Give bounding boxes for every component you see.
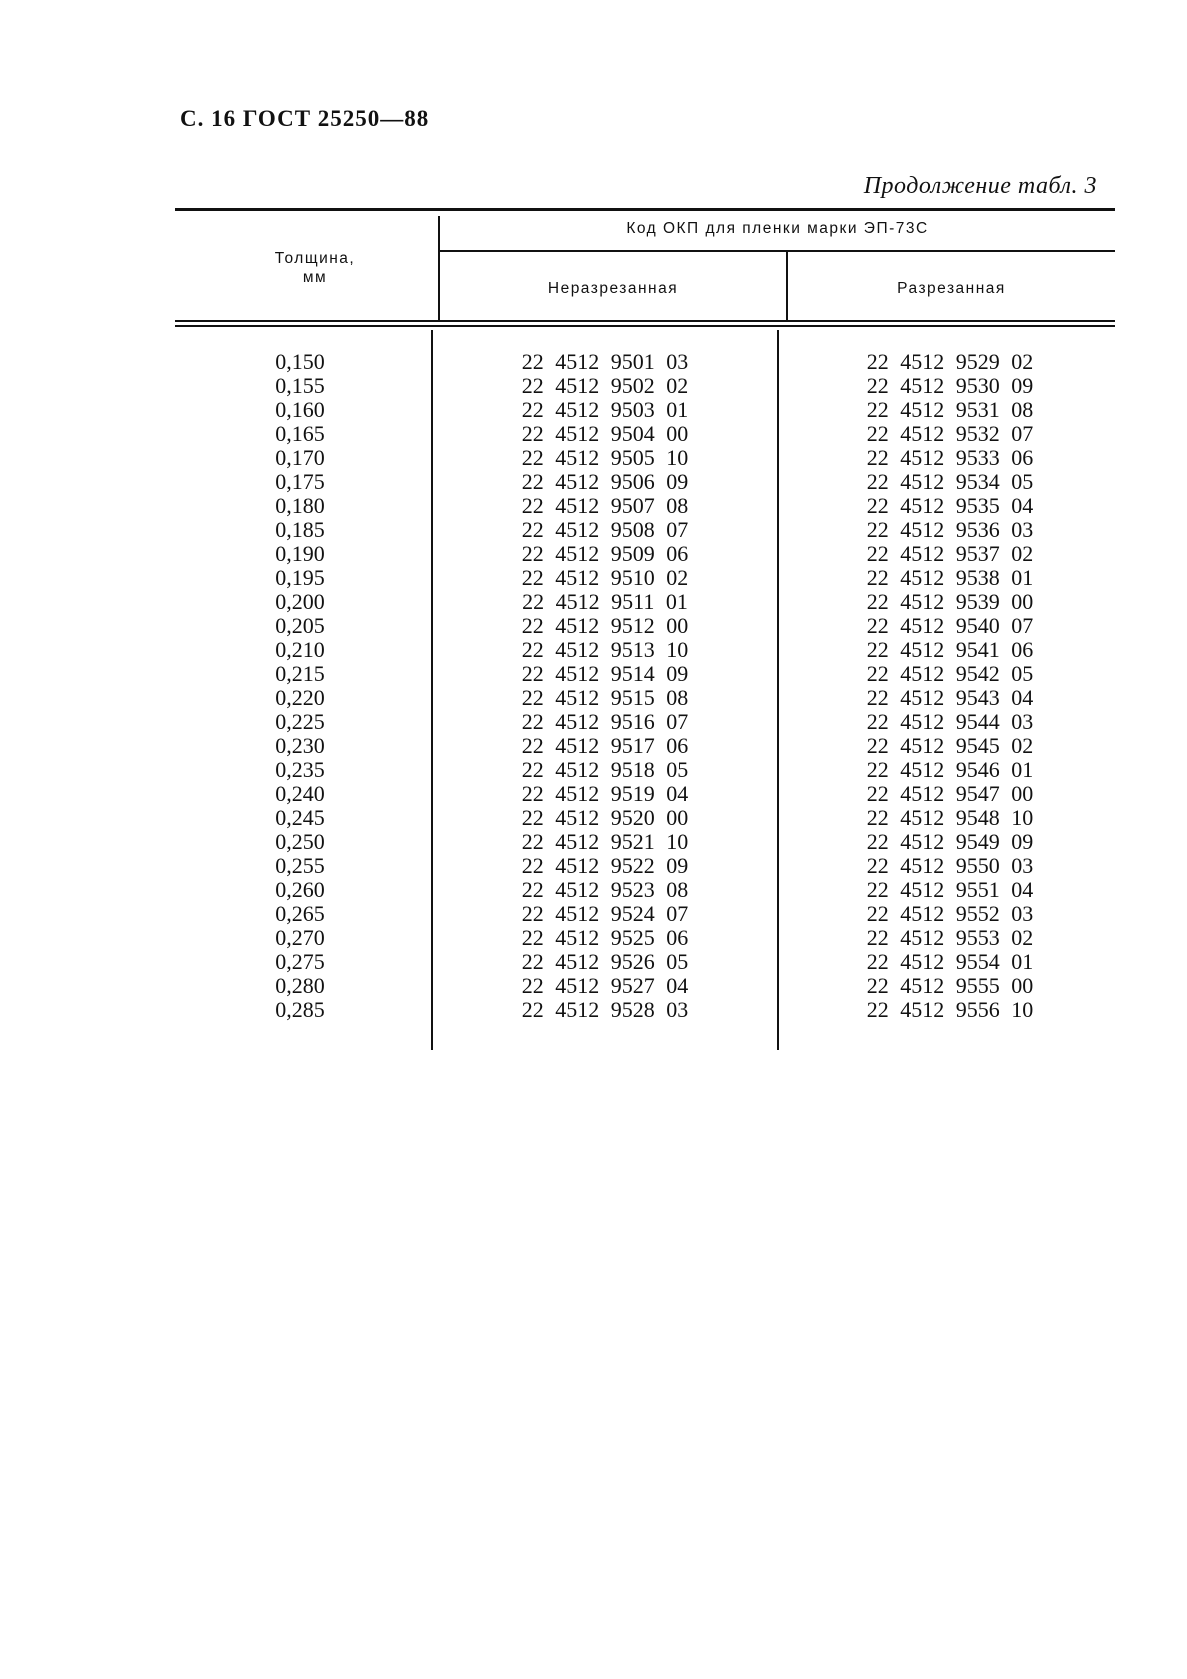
- cut-code-cell: 22 4512 9555 00: [866, 973, 1034, 998]
- cut-code-cell: 22 4512 9543 04: [866, 685, 1034, 710]
- uncut-code-cell: 22 4512 9516 07: [521, 709, 689, 734]
- cut-code-cell: 22 4512 9531 08: [866, 397, 1034, 422]
- uncut-code-cell: 22 4512 9518 05: [521, 757, 689, 782]
- cut-code-cell: 22 4512 9530 09: [866, 373, 1034, 398]
- cut-code-cell: 22 4512 9536 03: [866, 517, 1034, 542]
- thickness-cell: 0,240: [275, 781, 325, 806]
- cut-code-cell: 22 4512 9537 02: [866, 541, 1034, 566]
- uncut-code-cell: 22 4512 9515 08: [521, 685, 689, 710]
- cut-code-cell: 22 4512 9545 02: [866, 733, 1034, 758]
- uncut-code-cell: 22 4512 9523 08: [521, 877, 689, 902]
- cut-code-cell: 22 4512 9549 09: [866, 829, 1034, 854]
- uncut-code-cell: 22 4512 9526 05: [521, 949, 689, 974]
- page-header: С. 16 ГОСТ 25250—88: [180, 106, 430, 131]
- cut-code-cell: 22 4512 9544 03: [866, 709, 1034, 734]
- cut-code-cell: 22 4512 9546 01: [866, 757, 1034, 782]
- uncut-code-cell: 22 4512 9525 06: [521, 925, 689, 950]
- uncut-code-cell: 22 4512 9504 00: [521, 421, 689, 446]
- thickness-cell: 0,235: [275, 757, 325, 782]
- header-bottom-rule-2: [175, 325, 1115, 327]
- thickness-cell: 0,265: [275, 901, 325, 926]
- uncut-code-cell: 22 4512 9507 08: [521, 493, 689, 518]
- cut-code-cell: 22 4512 9548 10: [866, 805, 1034, 830]
- thickness-cell: 0,175: [275, 469, 325, 494]
- uncut-code-cell: 22 4512 9528 03: [521, 997, 689, 1022]
- thickness-cell: 0,220: [275, 685, 325, 710]
- uncut-code-cell: 22 4512 9501 03: [521, 349, 689, 374]
- uncut-code-column: [505, 350, 705, 1022]
- cut-code-cell: 22 4512 9552 03: [866, 901, 1034, 926]
- thickness-column: [250, 350, 350, 1022]
- uncut-code-cell: 22 4512 9520 00: [521, 805, 689, 830]
- table-top-rule: [175, 208, 1115, 211]
- uncut-code-cell: 22 4512 9527 04: [521, 973, 689, 998]
- header-uncut: Неразрезанная: [547, 280, 679, 297]
- cut-code-cell: 22 4512 9541 06: [866, 637, 1034, 662]
- uncut-code-cell: 22 4512 9524 07: [521, 901, 689, 926]
- cut-code-cell: 22 4512 9554 01: [866, 949, 1034, 974]
- uncut-code-cell: 22 4512 9513 10: [521, 637, 689, 662]
- thickness-cell: 0,210: [275, 637, 325, 662]
- header-cut: Разрезанная: [897, 280, 1006, 297]
- cut-code-cell: 22 4512 9550 03: [866, 853, 1034, 878]
- uncut-code-cell: 22 4512 9502 02: [521, 373, 689, 398]
- thickness-cell: 0,195: [275, 565, 325, 590]
- thickness-cell: 0,285: [275, 997, 325, 1022]
- thickness-cell: 0,245: [275, 805, 325, 830]
- table-caption: Продолжение табл. 3: [863, 173, 1097, 199]
- cut-code-cell: 22 4512 9539 00: [866, 589, 1034, 614]
- cut-code-cell: 22 4512 9533 06: [866, 445, 1034, 470]
- thickness-cell: 0,215: [275, 661, 325, 686]
- cut-code-cell: 22 4512 9534 05: [866, 469, 1034, 494]
- uncut-code-cell: 22 4512 9519 04: [521, 781, 689, 806]
- uncut-code-cell: 22 4512 9508 07: [521, 517, 689, 542]
- thickness-cell: 0,180: [275, 493, 325, 518]
- thickness-cell: 0,255: [275, 853, 325, 878]
- header-thickness-label: Толщина,: [274, 250, 356, 267]
- header-bottom-rule: [175, 320, 1115, 322]
- header-group: Код ОКП для пленки марки ЭП-73С: [626, 220, 929, 237]
- uncut-code-cell: 22 4512 9512 00: [521, 613, 689, 638]
- column-divider-2-body: [777, 330, 779, 1050]
- cut-code-column: [850, 350, 1050, 1022]
- uncut-code-cell: 22 4512 9510 02: [521, 565, 689, 590]
- header-thickness-unit: мм: [302, 269, 328, 286]
- thickness-cell: 0,250: [275, 829, 325, 854]
- header-thickness: [215, 249, 415, 287]
- thickness-cell: 0,170: [275, 445, 325, 470]
- thickness-cell: 0,280: [275, 973, 325, 998]
- cut-code-cell: 22 4512 9551 04: [866, 877, 1034, 902]
- thickness-cell: 0,225: [275, 709, 325, 734]
- uncut-code-cell: 22 4512 9514 09: [521, 661, 689, 686]
- cut-code-cell: 22 4512 9540 07: [866, 613, 1034, 638]
- thickness-cell: 0,160: [275, 397, 325, 422]
- cut-code-cell: 22 4512 9535 04: [866, 493, 1034, 518]
- cut-code-cell: 22 4512 9553 02: [866, 925, 1034, 950]
- group-header-rule: [440, 250, 1115, 252]
- cut-code-cell: 22 4512 9542 05: [866, 661, 1034, 686]
- thickness-cell: 0,155: [275, 373, 325, 398]
- thickness-cell: 0,165: [275, 421, 325, 446]
- thickness-cell: 0,185: [275, 517, 325, 542]
- uncut-code-cell: 22 4512 9505 10: [521, 445, 689, 470]
- cut-code-cell: 22 4512 9529 02: [866, 349, 1034, 374]
- column-divider-1-body: [431, 330, 433, 1050]
- uncut-code-cell: 22 4512 9503 01: [521, 397, 689, 422]
- uncut-code-cell: 22 4512 9521 10: [521, 829, 689, 854]
- cut-code-cell: 22 4512 9538 01: [866, 565, 1034, 590]
- thickness-cell: 0,205: [275, 613, 325, 638]
- thickness-cell: 0,270: [275, 925, 325, 950]
- thickness-cell: 0,260: [275, 877, 325, 902]
- thickness-cell: 0,190: [275, 541, 325, 566]
- cut-code-cell: 22 4512 9547 00: [866, 781, 1034, 806]
- uncut-code-cell: 22 4512 9522 09: [521, 853, 689, 878]
- thickness-cell: 0,275: [275, 949, 325, 974]
- cut-code-cell: 22 4512 9532 07: [866, 421, 1034, 446]
- uncut-code-cell: 22 4512 9509 06: [521, 541, 689, 566]
- thickness-cell: 0,150: [275, 349, 325, 374]
- uncut-code-cell: 22 4512 9517 06: [521, 733, 689, 758]
- uncut-code-cell: 22 4512 9511 01: [522, 589, 688, 614]
- thickness-cell: 0,200: [275, 589, 325, 614]
- uncut-code-cell: 22 4512 9506 09: [521, 469, 689, 494]
- cut-code-cell: 22 4512 9556 10: [866, 997, 1034, 1022]
- thickness-cell: 0,230: [275, 733, 325, 758]
